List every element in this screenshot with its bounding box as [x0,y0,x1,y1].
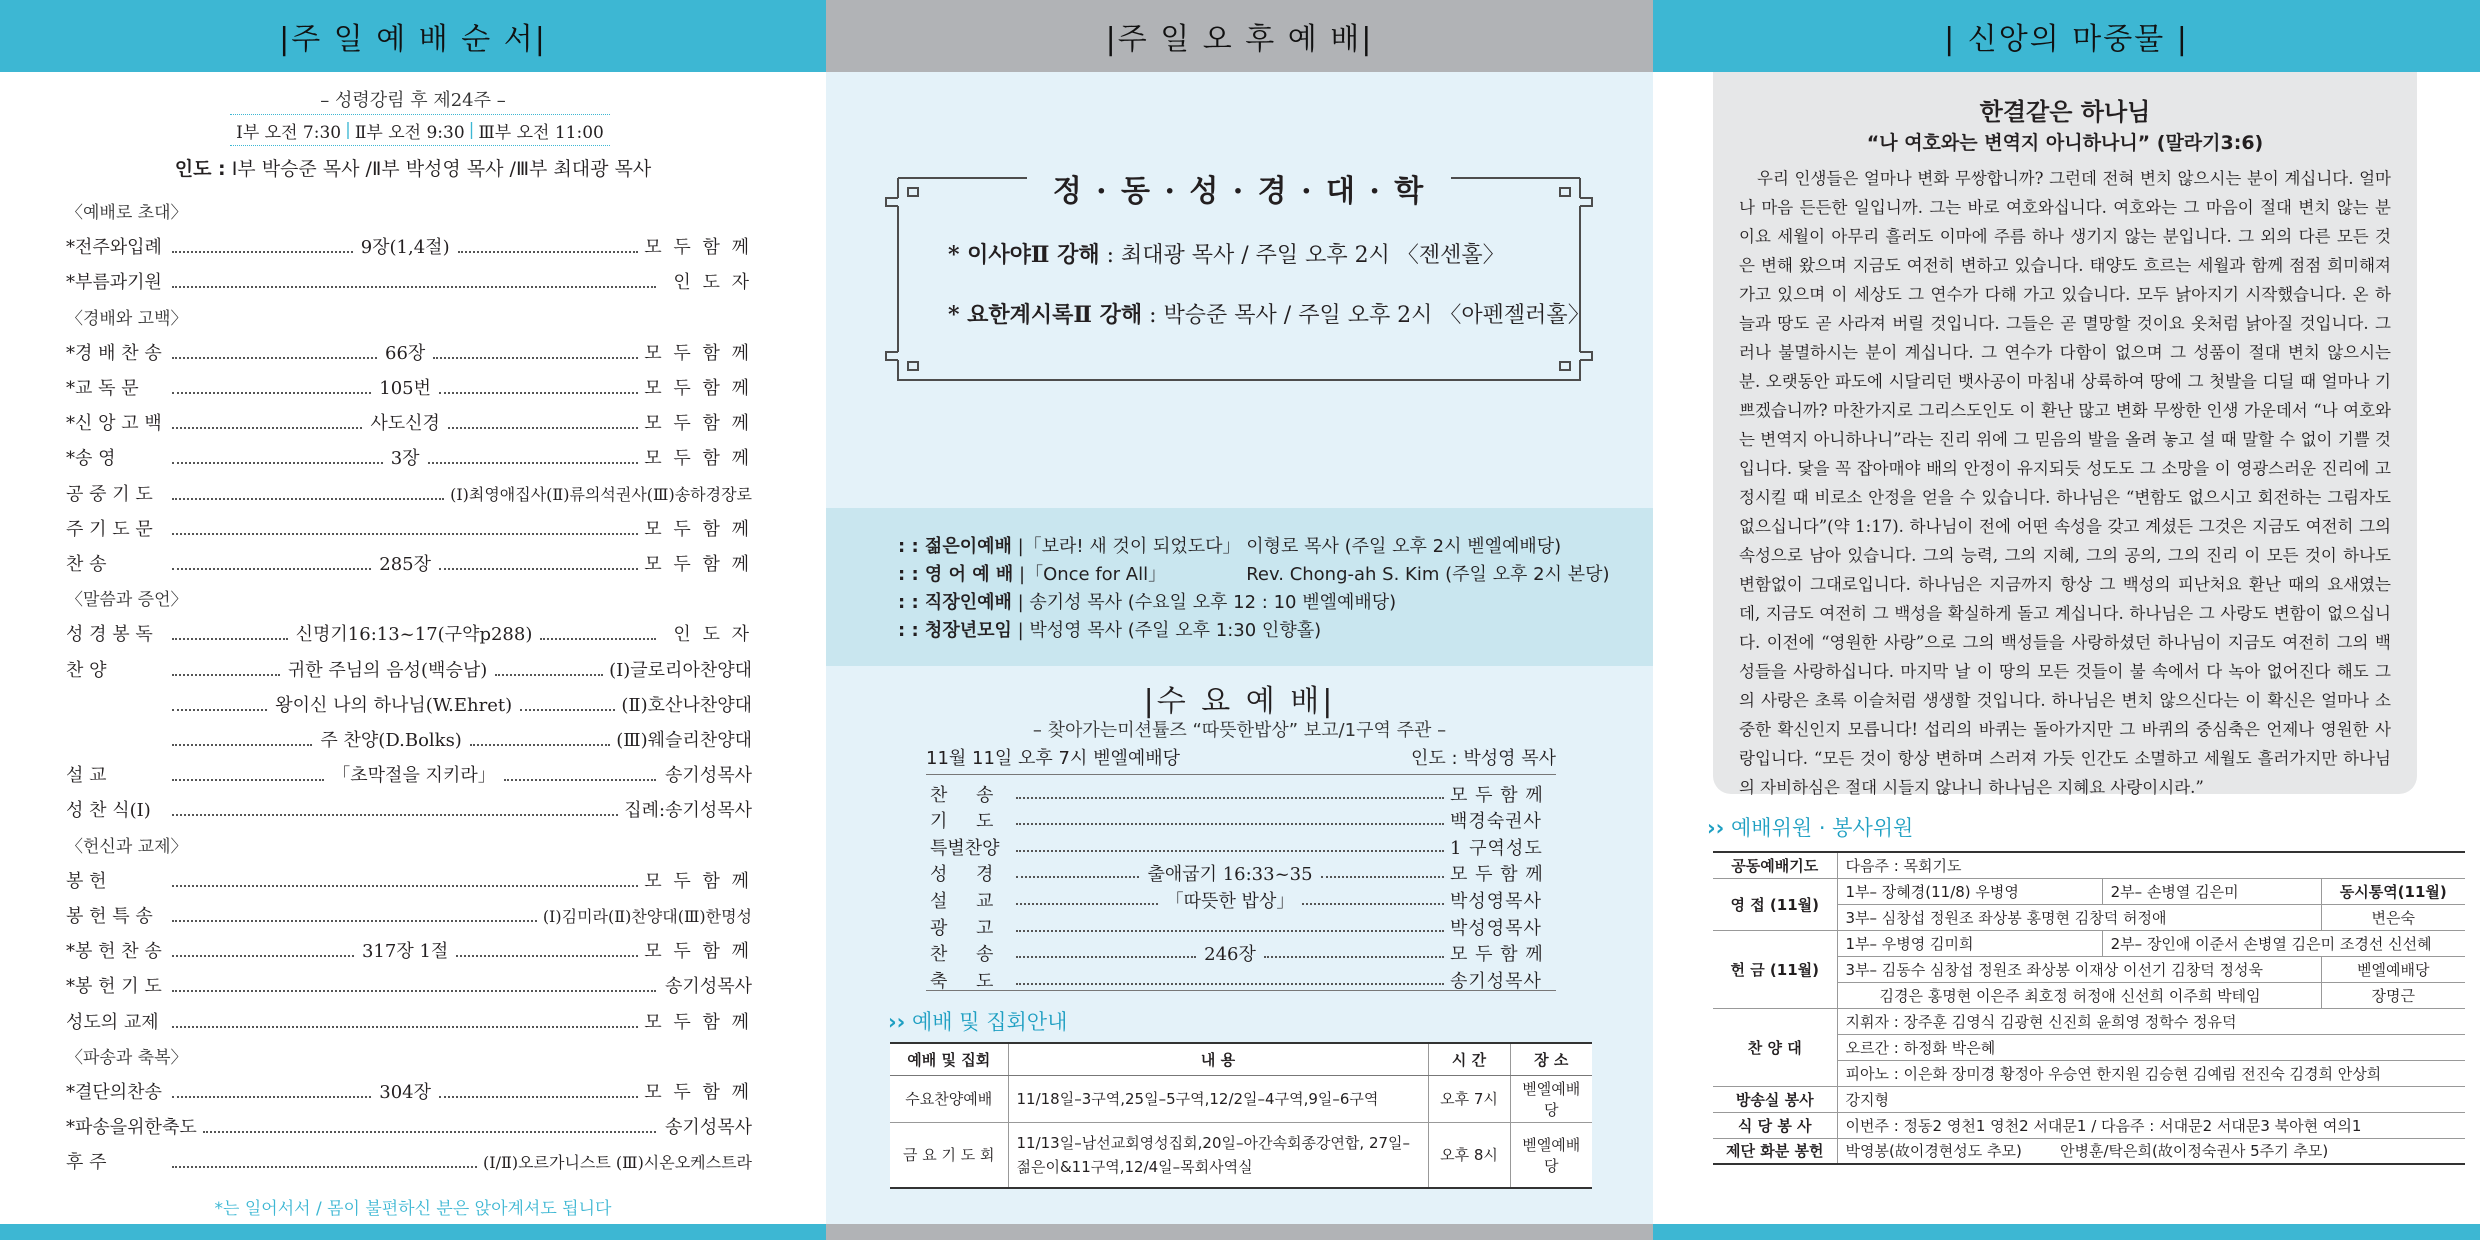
wednesday-order-item: 설 교 「따뜻한 밥상」 박성영목사 [930,890,1542,912]
worship-order-panel [0,0,826,1240]
order-item-label: *경 배 찬 송 [66,342,162,364]
order-item-detail: 317장 1절 [361,941,449,963]
order-item-leader: (Ⅰ/Ⅱ)오르가니스트 (Ⅲ)시온오케스트라 [483,1153,752,1173]
order-item-leader: 모 두 함 께 [644,870,752,892]
order-item-detail: 주 찬양(D.Bolks) [320,730,462,751]
order-item-leader: 모 두 함 께 [644,941,752,963]
order-item-detail: 3장 [390,448,420,470]
order-item-label: 찬 송 [66,554,107,575]
table-row: 제단 화분 봉헌 박영봉(故이경현성도 추모) 안병훈/탁은희(故이정숙권사 5주기 추모) [1713,1138,2465,1164]
order-item [66,618,752,652]
order-item-leader: 모 두 함 께 [644,378,752,399]
order-item-label: 성 경 봉 독 [66,624,153,646]
order-item-leader: 모 두 함 께 [644,554,752,575]
order-item-label: 성도의 교제 [66,1011,159,1033]
order-item-leader: 송기성목사 [665,1117,752,1139]
bible-college-line-2: * 요한계시록Ⅱ 강해 : 박승준 목사 / 주일 오후 2시 〈아펜젤러홀〉 [948,302,1590,328]
worship-order-header: |주 일 예 배 순 서| [0,0,826,72]
order-item [66,478,752,512]
order-item-label: 봉 헌 [66,870,107,892]
order-item-detail: 105번 [379,378,432,399]
wednesday-order-item: 광 고 박성영목사 [930,917,1542,939]
order-section-heading: 〈파송과 축복〉 [66,1047,188,1068]
order-item-leader: 송기성목사 [665,765,752,787]
wednesday-order-item: 축 도 송기성목사 [930,970,1542,992]
table-row: 영 접 (11월) 1부– 장혜경(11/8) 우병영 2부– 손병열 김은미 동시통역(11월) [1713,878,2465,904]
order-item-leader: 송기성목사 [665,976,752,998]
col-time: 시 간 [1428,1043,1510,1075]
table-row: 수요찬양예배 11/18일–3구역,25일–5구역,12/2일–4구역,9일–6구역 오후 7시 벧엘예배당 [890,1075,1592,1122]
order-section-heading: 〈경배와 고백〉 [66,308,188,329]
wednesday-order-item: 찬 송 모 두 함 께 [930,784,1544,806]
footer-bar [0,1224,826,1240]
service-time-1: Ⅰ부 오전 7:30 [236,122,342,143]
order-item [66,724,752,758]
service-workers: : : 직장인예배 | 송기성 목사 (수요일 오후 12 : 10 벧엘예배당) [898,592,1397,613]
table-row: 방송실 봉사 강지형 [1713,1086,2465,1112]
table-row: 공동예배기도 다음주 : 목회기도 [1713,852,2465,878]
order-item-label: 후 주 [66,1152,107,1174]
wednesday-date: 11월 11일 오후 7시 벧엘예배당 [926,748,1181,769]
reflection-title: 한결같은 하나님 [1979,98,2151,126]
wednesday-order-item: 특별찬양 1 구역성도 [930,837,1543,859]
wednesday-worship-meta [926,744,1556,775]
order-item [66,407,752,441]
order-item-label: *송 영 [66,448,116,470]
order-item-label: 공 중 기 도 [66,483,153,505]
season-label: – 성령강림 후 제24주 – [320,90,506,111]
order-item-leader: (Ⅰ)글로리아찬양대 [609,659,752,681]
service-time-2: Ⅱ부 오전 9:30 [354,122,465,143]
order-item-label: *파송을위한축도 [66,1117,197,1139]
footer-bar [826,1224,1653,1240]
order-item [66,548,752,582]
order-item-label: *부름과기원 [66,272,162,294]
reflection-verse: “나 여호와는 변역지 아니하나니” (말라기3:6) [1866,132,2264,154]
order-item [66,759,752,793]
order-item [66,1076,752,1110]
order-item-leader: 모 두 함 께 [644,448,752,470]
table-row: 오르간 : 하정화 박은혜 [1713,1034,2465,1060]
order-item [66,1006,752,1040]
order-item [66,935,752,969]
chevron-right-icon: ›› [888,1010,906,1034]
meeting-guide-table [890,1042,1592,1189]
service-english: : : 영 어 예 배 |「Once for All」 Rev. Chong-ah S. Kim (주일 오후 2시 본당) [898,564,1610,585]
wednesday-worship-subtitle: – 찾아가는미션튤즈 “따뜻한밥상” 보고/1구역 주관 – [1032,720,1447,741]
staff-title: ›› 예배위원 · 봉사위원 [1707,816,1914,840]
order-item [66,865,752,899]
order-item [66,970,752,1004]
order-item-label: 설 교 [66,765,107,787]
order-item [66,794,752,828]
order-item-label: 주 기 도 문 [66,518,153,540]
wednesday-leader: 인도 : 박성영 목사 [1411,748,1556,769]
order-item [66,689,752,723]
order-item [66,372,752,406]
faith-reflection-header: | 신앙의 마중물 | [1653,0,2480,72]
col-meeting: 예배 및 집회 [890,1043,1008,1075]
table-row: 헌 금 (11월) 1부– 우병영 김미희 2부– 장인애 이준서 손병열 김은미 조경선 신선혜 [1713,930,2465,956]
service-times: Ⅰ부 오전 7:30 | Ⅱ부 오전 9:30 | Ⅲ부 오전 11:00 [230,114,610,146]
order-item [66,900,752,934]
order-item-leader: 집례:송기성목사 [624,800,752,822]
wednesday-order-item: 기 도 백경숙권사 [930,811,1542,833]
afternoon-worship-panel [826,0,1653,1240]
footer-bar [1653,1224,2480,1240]
bible-college-frame [878,166,1600,392]
order-item-detail: 9장(1,4절) [360,237,450,259]
order-item [66,1146,752,1180]
order-item [66,337,752,371]
order-item-detail: 사도신경 [370,413,440,435]
meeting-guide-title: ›› 예배 및 집회안내 [888,1010,1068,1034]
order-item-leader: (Ⅲ)웨슬리찬양대 [616,730,752,751]
table-row: 3부– 김동수 심창섭 정원조 좌상봉 이재상 이선기 김창덕 정성욱 벧엘예배당 [1713,956,2465,982]
wednesday-order-item: 성 경 출애굽기 16:33~35 모 두 함 께 [930,864,1544,886]
order-item-leader: (Ⅰ)최영애집사(Ⅱ)류의석권사(Ⅲ)송하경장로 [450,484,752,504]
table-row: 김경은 홍명현 이은주 최호정 허정애 신선희 이주희 박테임 장명근 [1713,982,2465,1008]
order-item-leader: 모 두 함 께 [644,342,753,364]
order-item-leader: 모 두 함 께 [644,1011,752,1033]
order-item-detail: 「초막절을 지키라」 [332,765,496,787]
service-leaders: 인도 : Ⅰ부 박승준 목사 /Ⅱ부 박성영 목사 /Ⅲ부 최대광 목사 [174,158,652,180]
service-youth: : : 젊은이예배 |「보라! 새 것이 되었도다」 이형로 목사 (주일 오후 2시 벧엘예배당) [898,536,1562,557]
bible-college-line-1: * 이사야Ⅱ 강해 : 최대광 목사 / 주일 오후 2시 〈젠센홀〉 [948,242,1505,268]
wednesday-order-item: 찬 송 246장 모 두 함 께 [930,944,1544,966]
standing-note: *는 일어서서 / 몸이 불편하신 분은 앉아계셔도 됩니다 [214,1199,612,1219]
order-item-leader: (Ⅰ)김미라(Ⅱ)찬양대(Ⅲ)한명성 [542,907,752,926]
table-row: 찬 양 대 지휘자 : 장주훈 김영식 김광현 신진희 윤희영 정학수 정유덕 [1713,1008,2465,1034]
reflection-body: 우리 인생들은 얼마나 변화 무쌍합니까? 그런데 전혀 변치 않으시는 분이 계십니다. 얼마나 마음 든든한 일입니까. 그는 바로 여호와십니다. 여호와는 그 마음이 절대 변치 않는 분이요 세월이 아무리 흘러도 이마에 주름 하나 생기지 않는 분입니다. 그 외의 다른 모든 것은 변해 왔으며 지금도 여전히 변하고 있습니다. 태양도 흐르는 세월과 함께 점점 희미해져 가고 있으며 이 세상도 그 연수가 다해 가고 있습니다. 모두 낡아지기 시작했습니다. 온 하늘과 땅도 곧 사라져 버릴 것입니다. 그들은 곧 멸망할 것이요 옷처럼 낡아질 것입니다. 그러나 불멸하시는 분이 계십니다. 그 연수가 다함이 없으며 그 성품이 절대 변치 않으시는 분. 오랫동안 파도에 시달리던 뱃사공이 마침내 상륙하여 땅에 그 첫발을 디딜 때 얼마나 기쁘겠습니까? 마찬가지로 그리스도인도 이 환난 많고 변화 무쌍한 인생 가운데서 “나 여호와는 변역지 아니하나니”라는 진리 위에 그 믿음의 발을 올려 놓고 설 때 말할 수 없이 기쁠 것입니다. 닻을 꼭 잡아매야 배의 안정이 유지되듯 성도도 그 소망을 이 영광스러운 진리에 고정시킬 때 비로소 안정을 얻을 수 있습니다. 하나님은 “변함도 없으시고 회전하는 그림자도 없으십니다”(약 1:17). 하나님이 전에 어떤 속성을 갖고 계셨든 그것은 지금도 여전히 그의 속성으로 남아 있습니다. 그의 능력, 그의 지혜, 그의 공의, 그의 진리 이 모든 것이 하나도 변함없이 그대로입니다. 하나님은 지금까지 항상 그 백성의 피난처요 환난 때의 요새였는데, 지금도 여전히 그 백성을 확실하게 돌고 계십니다. 하나님은 그 사랑도 변함이 없으십니다. 이전에 “영원한 사랑”으로 그의 백성들을 사랑하셨던 하나님이 지금도 여전히 그의 백성들을 사랑하십니다. 마지막 날 이 땅의 모든 것들이 불 속에서 다 녹아 없어진다 해도 그의 사랑은 초록 이슬처럼 생생할 것입니다. 하나님은 변치 않으신다는 이 확신은 얼마나 소중한 확신인지 모릅니다! 섭리의 바퀴는 돌아가지만 그 바퀴의 중심축은 언제나 영원한 사랑입니다. “모든 것이 항상 변하며 스러져 가듯 인간도 소멸하고 세월도 흘러가지만 하나님의 자비하심은 절대 시들지 않나니 하나님은 지혜요 사랑이시라.” [1739,169,2391,797]
order-item [66,231,752,265]
bible-college-title: 정 · 동 · 성 · 경 · 대 · 학 [878,166,1600,210]
order-item-detail: 304장 [379,1082,432,1103]
order-item-detail: 66장 [385,342,426,364]
order-item-label: *봉 헌 찬 송 [66,941,162,963]
order-item-label: 성 찬 식(Ⅰ) [66,800,151,822]
order-item-leader: 모 두 함 께 [644,518,752,540]
order-item-label: *신 앙 고 백 [66,413,162,435]
order-item-detail: 왕이신 나의 하나님(W.Ehret) [275,694,513,716]
order-item-label: *결단의찬송 [66,1082,162,1103]
order-item [66,266,752,300]
order-item-leader: 모 두 함 께 [644,413,752,435]
order-item [66,442,752,476]
order-item-label: *교 독 문 [66,378,139,399]
afternoon-worship-header: |주 일 오 후 예 배| [826,0,1653,72]
order-item-label: 봉 헌 특 송 [66,906,153,927]
order-item [66,654,752,688]
order-item-label: *봉 헌 기 도 [66,976,162,998]
table-row: 금 요 기 도 회 11/13일–남선교회영성집회,20일–아간속회종강연합, 27일–젊은이&11구역,12/4일–목회사역실 오후 8시 벧엘예배당 [890,1122,1592,1188]
service-time-3: Ⅲ부 오전 11:00 [478,122,604,143]
wednesday-worship-title: |수 요 예 배| [1143,684,1336,719]
order-item-label: *전주와입례 [66,237,162,259]
table-row: 3부– 심창섭 정원조 좌상봉 홍명현 김창덕 허정애 변은숙 [1713,904,2465,930]
order-item [66,513,752,547]
divider [926,990,1556,991]
order-section-heading: 〈예배로 초대〉 [66,203,188,223]
staff-table [1713,851,2465,1165]
order-item-leader: 모 두 함 께 [644,237,752,259]
order-item-detail: 귀한 주님의 음성(백승남) [287,659,488,681]
order-item-label: 찬 양 [66,659,107,681]
order-item-leader: 인 도 자 [673,624,753,646]
other-services-band [826,508,1653,666]
col-content: 내 용 [1008,1043,1428,1075]
order-item-leader: (Ⅱ)호산나찬양대 [621,694,752,716]
order-item-detail: 285장 [379,554,432,575]
order-item-leader: 모 두 함 께 [644,1082,752,1103]
table-row: 식 당 봉 사 이번주 : 정동2 영천1 영천2 서대문1 / 다음주 : 서대문2 서대문3 북아현 여의1 [1713,1112,2465,1138]
order-item-detail: 신명기16:13~17(구약p288) [295,624,533,646]
table-row: 피아노 : 이은화 장미경 황정아 우승연 한지원 김승현 김예림 전진숙 김경희 안상희 [1713,1060,2465,1086]
faith-reflection-panel [1653,0,2480,1240]
service-adults: : : 청장년모임 | 박성영 목사 (주일 오후 1:30 인향홀) [898,620,1322,641]
order-item-leader: 인 도 자 [673,272,752,294]
order-section-heading: 〈헌신과 교제〉 [66,836,188,857]
order-section-heading: 〈말씀과 증언〉 [66,590,188,611]
order-item [66,1111,752,1145]
col-place: 장 소 [1510,1043,1592,1075]
chevron-right-icon: ›› [1707,816,1725,840]
